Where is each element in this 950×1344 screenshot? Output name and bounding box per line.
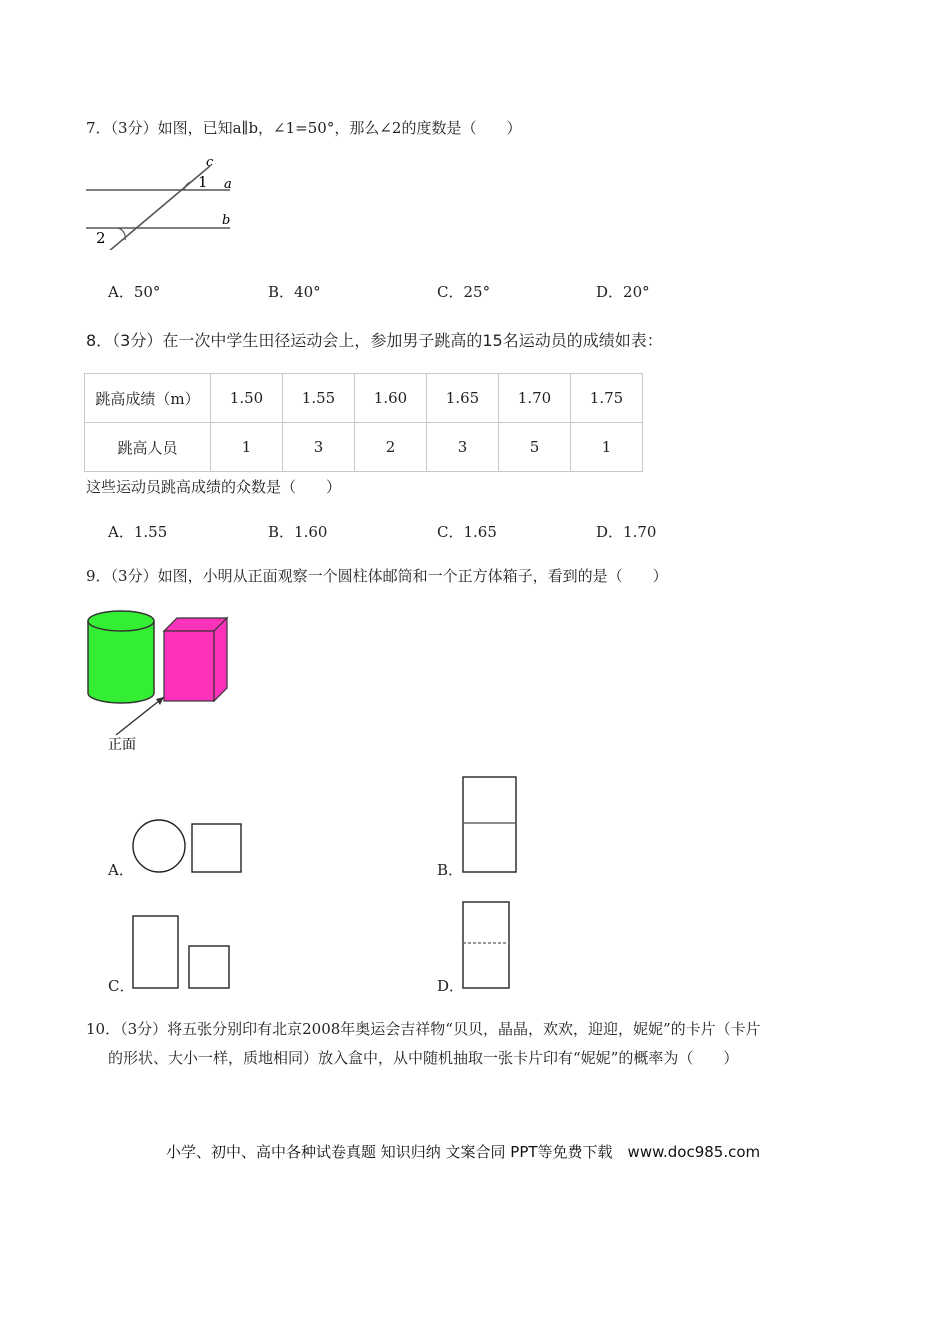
tall-rectangle [463, 902, 509, 988]
q8-option-b: B．1.60 [268, 523, 328, 541]
table-header-cell: 1.60 [355, 374, 427, 423]
table-header-cell: 跳高成绩（m） [85, 374, 211, 423]
q9-option-a-figure [130, 818, 245, 878]
table-header-cell: 1.70 [499, 374, 571, 423]
table-cell: 3 [427, 423, 499, 472]
label-c: c [206, 155, 214, 170]
table-header-cell: 1.50 [211, 374, 283, 423]
square-shape [189, 946, 229, 988]
table-cell: 1 [571, 423, 643, 472]
circle-shape [133, 820, 185, 872]
q9-option-d-label: D． [437, 977, 465, 995]
table-header-cell: 1.55 [283, 374, 355, 423]
q9-solids-figure [80, 605, 240, 755]
q9-option-c-label: C． [108, 977, 135, 995]
table-cell: 3 [283, 423, 355, 472]
q9-option-b-figure [460, 775, 522, 875]
tall-rectangle [463, 777, 516, 872]
q9-option-c-figure [130, 914, 234, 992]
q9-option-b-label: B． [437, 861, 464, 879]
table-cell: 1 [211, 423, 283, 472]
front-label: 正面 [108, 737, 136, 753]
q10-line1: 10．（3分）将五张分别印有北京2008年奥运会吉祥物“贝贝，晶晶，欢欢，迎迎，妮妮”的卡片（卡片 [86, 1020, 761, 1038]
table-cell: 跳高人员 [85, 423, 211, 472]
cylinder-mailbox [88, 611, 154, 703]
label-b: b [222, 213, 231, 228]
square-shape [192, 824, 241, 872]
q8-score-table [84, 373, 643, 472]
q8-option-a: A．1.55 [108, 523, 168, 541]
q7-text: 7．（3分）如图，已知a∥b，∠1=50°，那么∠2的度数是（ ） [86, 119, 522, 137]
label-a: a [224, 177, 232, 192]
table-header-cell: 1.65 [427, 374, 499, 423]
q8-option-d: D．1.70 [596, 523, 657, 541]
table-cell: 2 [355, 423, 427, 472]
q10-line2: 的形状、大小一样，质地相同）放入盒中，从中随机抽取一张卡片印有“妮妮”的概率为（ ） [108, 1049, 739, 1067]
q8-after-text: 这些运动员跳高成绩的众数是（ ） [86, 478, 342, 496]
q7-parallel-lines-figure [80, 150, 250, 250]
table-row [85, 423, 643, 472]
q8-option-c: C．1.65 [437, 523, 497, 541]
q7-option-a: A．50° [108, 283, 161, 301]
q9-option-a-label: A． [108, 861, 134, 879]
line-c [108, 166, 210, 250]
q7-option-b: B．40° [268, 283, 321, 301]
q7-option-d: D．20° [596, 283, 650, 301]
table-cell: 5 [499, 423, 571, 472]
label-2: 2 [96, 229, 106, 247]
rectangle-shape [133, 916, 178, 988]
footer-text: 小学、初中、高中各种试卷真题 知识归纳 文案合同 PPT等免费下载 www.doc985.com [166, 1143, 761, 1161]
q8-text: 8．（3分）在一次中学生田径运动会上，参加男子跳高的15名运动员的成绩如表： [86, 331, 663, 350]
cube-box [164, 618, 227, 701]
q9-option-d-figure [460, 900, 514, 992]
table-row [85, 374, 643, 423]
q9-text: 9．（3分）如图，小明从正面观察一个圆柱体邮筒和一个正方体箱子，看到的是（ ） [86, 567, 668, 585]
q7-option-c: C．25° [437, 283, 491, 301]
table-header-cell: 1.75 [571, 374, 643, 423]
arrow-head [156, 697, 164, 705]
label-1: 1 [198, 173, 208, 191]
